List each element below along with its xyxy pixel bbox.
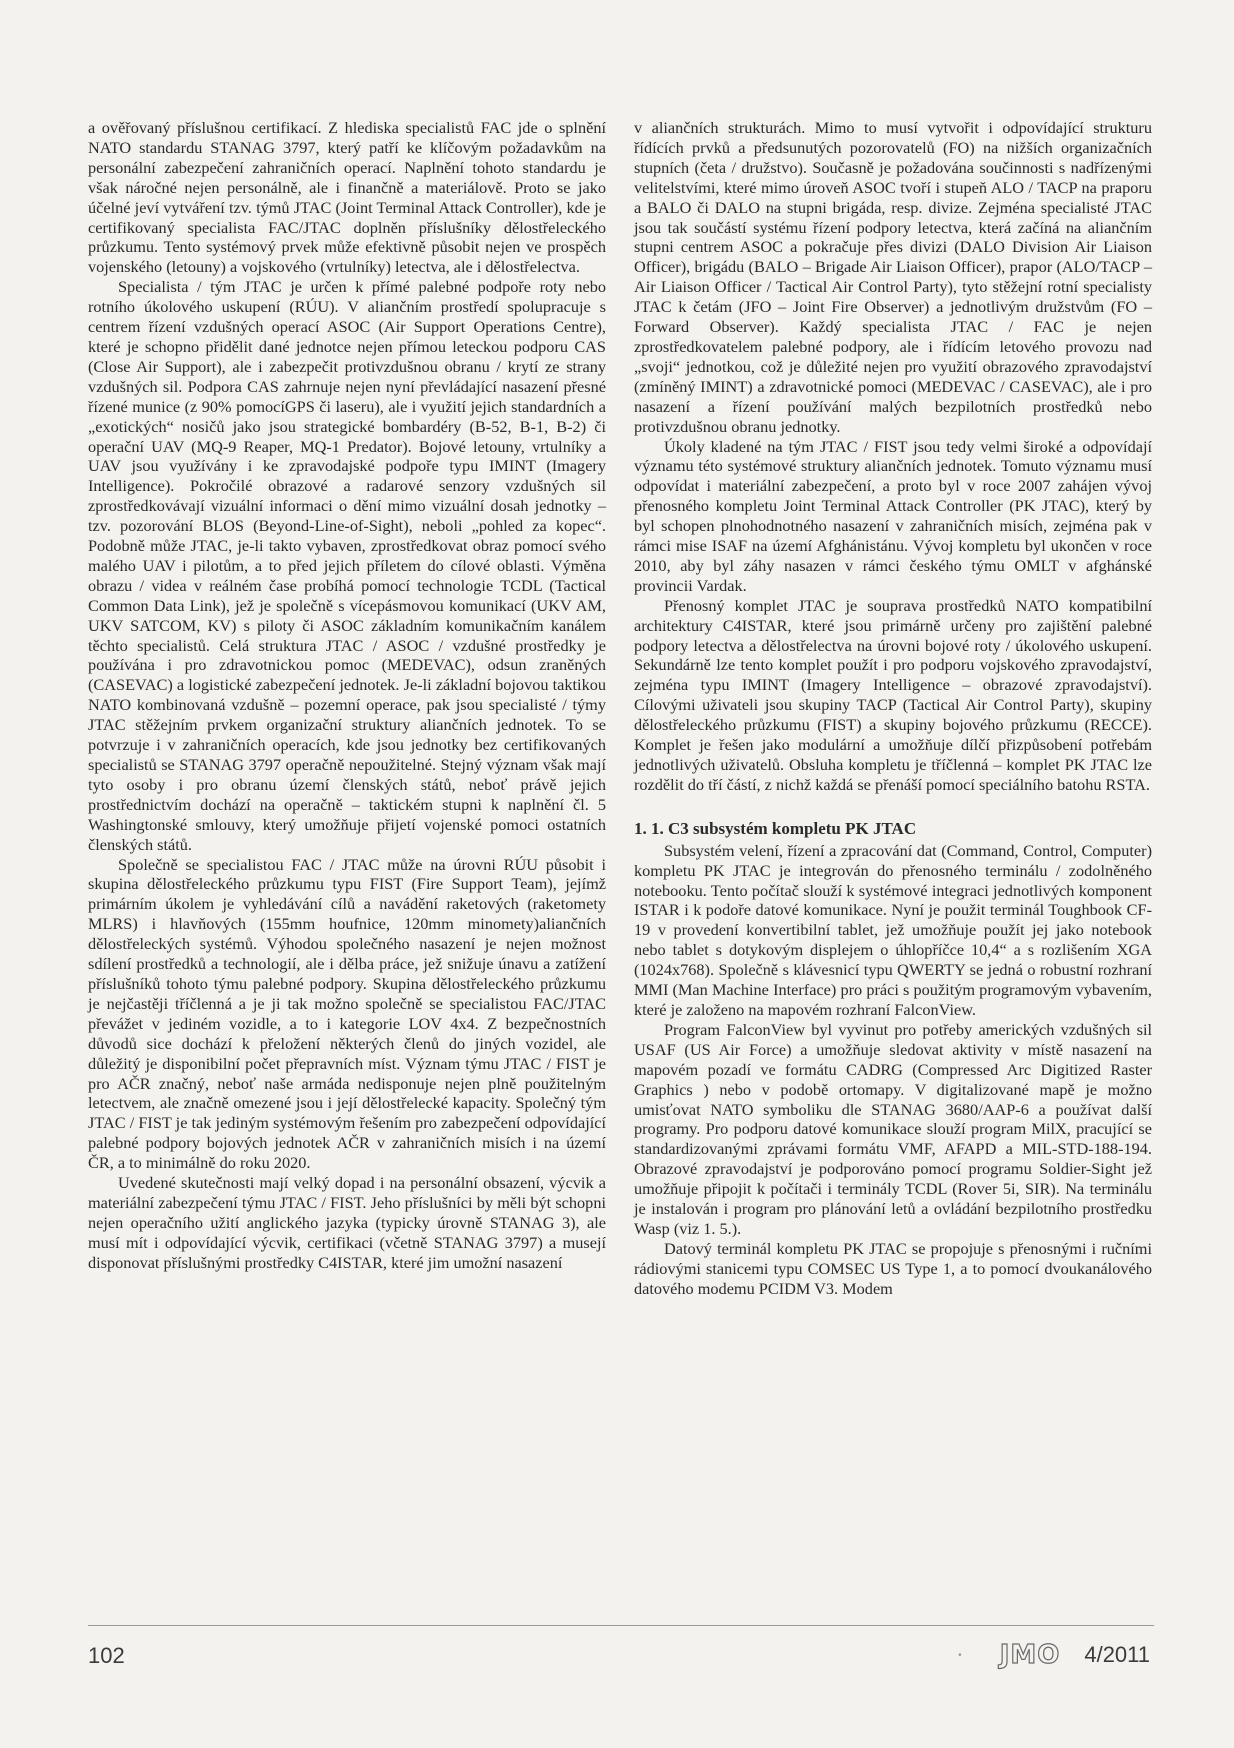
body-paragraph: v aliančních strukturách. Mimo to musí vytvořit i odpovídající strukturu řídících prvků a předsunutých pozorovatelů (FO) na nižších organizačních stupních (četa / družstvo). Současně je požadována součinnosti s nadřízenými velitelstvími, které mimo úroveň ASOC tvoří i stupeň ALO / TACP na praporu a BALO či DALO na stupni brigáda, resp. divize. Zejména specialisté JTAC jsou tak součástí systému řízení podpory letectva, která začíná na aliančním stupni centrem ASOC a pokračuje přes divizi (DALO Division Air Liaison Officer), brigádu (BALO – Brigade Air Liaison Officer), prapor (ALO/TACP – Air Liaison Officer / Tactical Air Control Party), tyto stěžejní rotní specialisty JTAC k četám (JFO – Joint Fire Observer) a jednotlivým družstvům (FO – Forward Observer). Každý specialista JTAC / FAC je nejen zprostředkovatelem palebné podpory, ale i řídícím letového provozu nad „svoji“ jednotkou, což je důležité nejen pro využití obrazového zpravodajství (zmíněný IMINT) a zdravotnické pomoci (MEDEVAC / CASEVAC), ale i pro nasazení a řízení používání malých bezpilotních prostředků nebo protivzdušnou obranu jednotky. — [634, 118, 1152, 436]
page-number: 102 — [88, 1643, 125, 1668]
issue-number: 4/2011 — [1084, 1642, 1150, 1667]
body-paragraph: Program FalconView byl vyvinut pro potřeby amerických vzdušných sil USAF (US Air Force) a umožňuje sledovat aktivity v místě nasazení na mapovém pozadí ve formátu CADRG (Compressed Arc Digitized Raster Graphics ) nebo v podobě ortomapy. V digitalizované mapě je možno umisťovat NATO symboliku dle STANAG 3680/AAP-6 a používat další programy. Pro podporu datové komunikace slouží program MilX, pracující se standardizovanými zprávami formátu VMF, AFAPD a MIL-STD-188-194. Obrazové zpravodajství je podporováno pomocí programu Soldier-Sight jež umožňuje připojit k počítači i terminály TCDL (Rover 5i, SIR). Na terminálu je instalován i program pro plánování letů a ovládání bezpilotního prostředku Wasp (viz 1. 5.). — [634, 1019, 1152, 1238]
body-paragraph: Úkoly kladené na tým JTAC / FIST jsou tedy velmi široké a odpovídají významu této systémové struktury aliančních jednotek. Tomuto významu musí odpovídat i materiální zabezpečení, a proto byl v roce 2007 zahájen vývoj přenosného kompletu Joint Terminal Attack Controller (PK JTAC), který by byl schopen plnohodnotného nasazení v zahraničních misích, zejména pak v rámci mise ISAF na území Afghánistánu. Vývoj kompletu byl ukončen v roce 2010, aby byl záhy nasazen v rámci českého týmu OMLT v afghánské provincii Vardak. — [634, 436, 1152, 595]
bullet-icon: • — [958, 1649, 962, 1661]
left-column — [88, 118, 606, 1273]
body-paragraph: Uvedené skutečnosti mají velký dopad i na personální obsazení, výcvik a materiální zabezpečení týmu JTAC / FIST. Jeho příslušníci by měli být schopni nejen operačního užití anglického jazyka (typicky úrovně STANAG 3), ale musí mít i odpovídající výcvik, certifikaci (včetně STANAG 3797) a musejí disponovat příslušnými prostředky C4ISTAR, které jim umožní nasazení — [88, 1173, 606, 1272]
body-paragraph: Datový terminál kompletu PK JTAC se propojuje s přenosnými i ručními rádiovými stanicemi typu COMSEC US Type 1, a to pomocí dvoukanálového datového modemu PCIDM V3. Modem — [634, 1238, 1152, 1298]
section-heading: 1. 1. C3 subsystém kompletu PK JTAC — [634, 818, 917, 838]
body-paragraph: Přenosný komplet JTAC je souprava prostředků NATO kompatibilní architektury C4ISTAR, které jsou primárně určeny pro zajištění palebné podpory letectva a dělostřelectva na úrovni bojové roty / úkolového uskupení. Sekundárně lze tento komplet použít i pro podporu vojskového zpravodajství, zejména typu IMINT (Imagery Intelligence – obrazové zpravodajství). Cílovými uživateli jsou skupiny TACP (Tactical Air Control Party), skupiny dělostřeleckého průzkumu (FIST) a skupiny bojového průzkumu (RECCE). Komplet je řešen jako modulární a umožňuje dílčí přizpůsobení potřebám jednotlivých uživatelů. Obsluha kompletu je tříčlenná – komplet PK JTAC lze rozdělit do tří částí, z nichž každá se přenáší pomocí speciálního batohu RSTA. — [634, 595, 1152, 794]
footer-right — [958, 1640, 1150, 1670]
right-column — [634, 118, 1152, 1299]
body-paragraph: Společně se specialistou FAC / JTAC může na úrovni RÚU působit i skupina dělostřeleckého průzkumu typu FIST (Fire Support Team), jejímž primárním úkolem je vyhledávání cílů a navádění raketových (raketomety MLRS) i hlavňových (155mm houfnice, 120mm minomety)aliančních dělostřeleckých systémů. Výhodou společného nasazení je nejen možnost sdílení prostředků a technologií, ale i dělba práce, jež snižuje únavu a zatížení příslušníků tohoto týmu palebné podpory. Skupina dělostřeleckého průzkumu je nejčastěji tříčlenná a je ji tak možno společně se specialistou FAC/JTAC převážet v jediném vozidle, a to i kategorie LOV 4x4. Z bezpečnostních důvodů sice dochází k přeložení některých členů do jiných vozidel, ale důležitý je disponibilní počet přepravních míst. Význam týmu JTAC / FIST je pro AČR značný, neboť naše armáda nedisponuje nejen plně použitelným letectvem, ale značně omezené jsou i její dělostřelecké kapacity. Společný tým JTAC / FIST je tak jediným systémovým řešením pro zabezpečení odpovídající palebné podpory bojových jednotek AČR v zahraničních misích i na území ČR, a to minimálně do roku 2020. — [88, 854, 606, 1173]
body-paragraph: Specialista / tým JTAC je určen k přímé palebné podpoře roty nebo rotního úkolového uskupení (RÚU). V aliančním prostředí spolupracuje s centrem řízení vzdušných operací ASOC (Air Support Operations Centre), které je schopno přidělit dané jednotce nejen přímou leteckou podporu CAS (Close Air Support), ale i zabezpečit protivzdušnou obranu / krytí ze strany vzdušných sil. Podpora CAS zahrnuje nejen nyní převládající nasazení přesné řízené munice (z 90% pomocíGPS či laseru), ale i využití jejich standardních a „exotických“ nosičů jako jsou strategické bombardéry (B-52, B-1, B-2) či operační UAV (MQ-9 Reaper, MQ-1 Predator). Bojové letouny, vrtulníky a UAV jsou využívány i ke zpravodajské podpoře typu IMINT (Imagery Intelligence). Pokročilé obrazové a radarové senzory vzdušných sil zprostředkovávají vizuální informaci o dění mimo vizuální dosah jednotky – tzv. pozorování BLOS (Beyond-Line-of-Sight), neboli „pohled za kopec“. Podobně může JTAC, je-li takto vybaven, zprostředkovat obraz pomocí svého malého UAV i pilotům, a to před jejich příletem do cílové oblasti. Výměna obrazu / videa v reálném čase probíhá pomocí technologie TCDL (Tactical Common Data Link), jež je společně s vícepásmovou komunikací (UKV AM, UKV SATCOM, KV) s piloty či ASOC základním komunikačním kanálem těchto specialistů. Celá struktura JTAC / ASOC / vzdušné prostředky je používána i pro zdravotnickou pomoc (MEDEVAC), odsun zraněných (CASEVAC) a logistické zabezpečení jednotek. Je-li základní bojovou taktikou NATO kombinovaná vzdušně – pozemní operace, pak jsou specialisté / týmy JTAC stěžejním prvkem organizační struktury aliančních jednotek. To se potvrzuje i v zahraničních operacích, kde jsou jednotky bez certifikovaných specialistů se STANAG 3797 operačně nepoužitelné. Stejný význam však mají tyto osoby i pro obranu území členských států, neboť právě jejich prostřednictvím dochází na operačně – taktickém stupni k naplnění čl. 5 Washingtonské smlouvy, který umožňuje přijetí vojenské pomoci ostatních členských států. — [88, 277, 606, 854]
journal-logo: JMO — [999, 1640, 1061, 1670]
body-paragraph: Subsystém velení, řízení a zpracování dat (Command, Control, Computer) kompletu PK JTAC je integrován do přenosného terminálu / zodolněného notebooku. Tento počítač slouží k systémové integraci jednotlivých komponent ISTAR i k podoře datové komunikace. Nyní je použit terminál Toughbook CF-19 v provedení konvertibilní tablet, jež umožňuje použít jej jako notebook nebo tablet s dotykovým displejem o úhlopříčce 10,4“ a s rozlišením XGA (1024x768). Společně s klávesnicí typu QWERTY se jedná o robustní rozhraní MMI (Man Machine Interface) pro práci s použitým programovým vybavením, které je založeno na mapovém rozhraní FalconView. — [634, 840, 1152, 1019]
body-paragraph: a ověřovaný příslušnou certifikací. Z hlediska specialistů FAC jde o splnění NATO standardu STANAG 3797, který patří ke klíčovým požadavkům na personální zabezpečení zahraničních operací. Naplnění tohoto standardu je však náročné nejen personálně, ale i finančně a materiálově. Proto se jako účelné jeví vytváření tzv. týmů JTAC (Joint Terminal Attack Controller), kde je certifikovaný specialista FAC/JTAC doplněn příslušníky dělostřeleckého průzkumu. Tento systémový prvek může efektivně působit nejen ve prospěch vojenského (letouny) a vojskového (vrtulníky) letectva, ale i dělostřelectva. — [88, 118, 606, 277]
footer-divider — [88, 1625, 1154, 1626]
